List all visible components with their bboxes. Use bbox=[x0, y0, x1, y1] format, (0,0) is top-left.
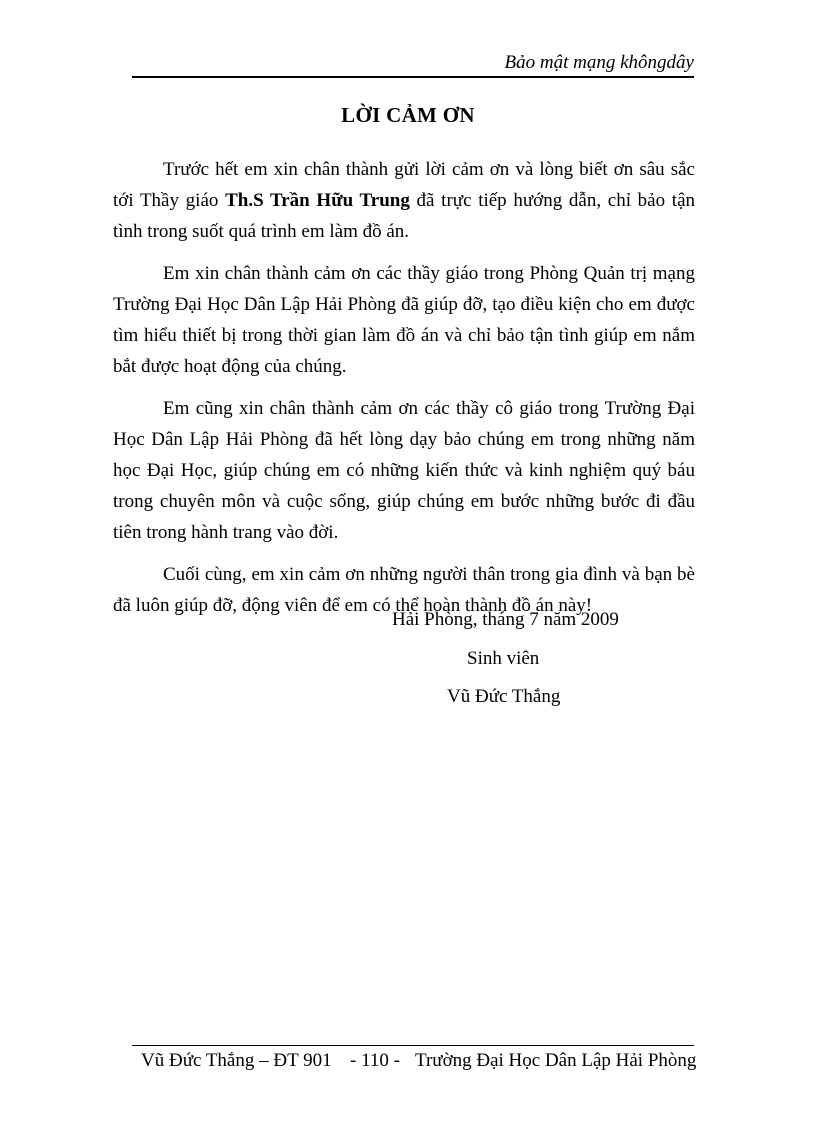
footer-page-number: - 110 - bbox=[350, 1050, 400, 1071]
header-divider bbox=[132, 76, 694, 78]
paragraph-4: Cuối cùng, em xin cảm ơn những người thân trong gia đình và bạn bè đã luôn giúp đỡ, động viên để em có thể hoàn thành đồ án này! bbox=[113, 564, 695, 616]
paragraph-1-tail: đã trực tiếp hướng dẫn, chỉ bảo tận tình trong suốt quá trình em làm đồ án. bbox=[113, 190, 695, 242]
running-header-title: Bảo mật mạng khôngdây bbox=[504, 52, 694, 73]
footer-divider bbox=[132, 1045, 694, 1046]
paragraph-2: Em xin chân thành cảm ơn các thầy giáo trong Phòng Quản trị mạng Trường Đại Học Dân Lập Hải Phòng đã giúp đỡ, tạo điều kiện cho em được tìm hiểu thiết bị trong thời gian làm đồ án và chỉ bảo tận tình giúp em nắm bắt được hoạt động của chúng. bbox=[113, 263, 695, 377]
signature-place-date: Hải Phòng, tháng 7 năm 2009 bbox=[392, 609, 619, 630]
advisor-name: Th.S Trần Hữu Trung bbox=[225, 190, 410, 211]
paragraph-1 bbox=[113, 154, 695, 247]
acknowledgement-body bbox=[113, 154, 695, 632]
footer-author: Vũ Đức Thắng – ĐT 901 bbox=[141, 1050, 332, 1071]
paragraph-3: Em cũng xin chân thành cảm ơn các thầy cô giáo trong Trường Đại Học Dân Lập Hải Phòng đã hết lòng dạy bảo chúng em trong những năm học Đại Học, giúp chúng em có những kiến thức và kinh nghiệm quý báu trong chuyên môn và cuộc sống, giúp chúng em bước những bước đi đầu tiên trong hành trang vào đời. bbox=[113, 398, 695, 543]
footer-institution: Trường Đại Học Dân Lập Hải Phòng bbox=[415, 1050, 697, 1071]
page-title: LỜI CẢM ƠN bbox=[341, 103, 475, 127]
paragraph-1-lead: Trước hết em xin chân thành gửi lời cảm ơn và lòng biết ơn sâu sắc tới Thầy giáo bbox=[113, 159, 695, 211]
signature-name: Vũ Đức Thắng bbox=[447, 686, 561, 707]
signature-role: Sinh viên bbox=[467, 648, 540, 669]
